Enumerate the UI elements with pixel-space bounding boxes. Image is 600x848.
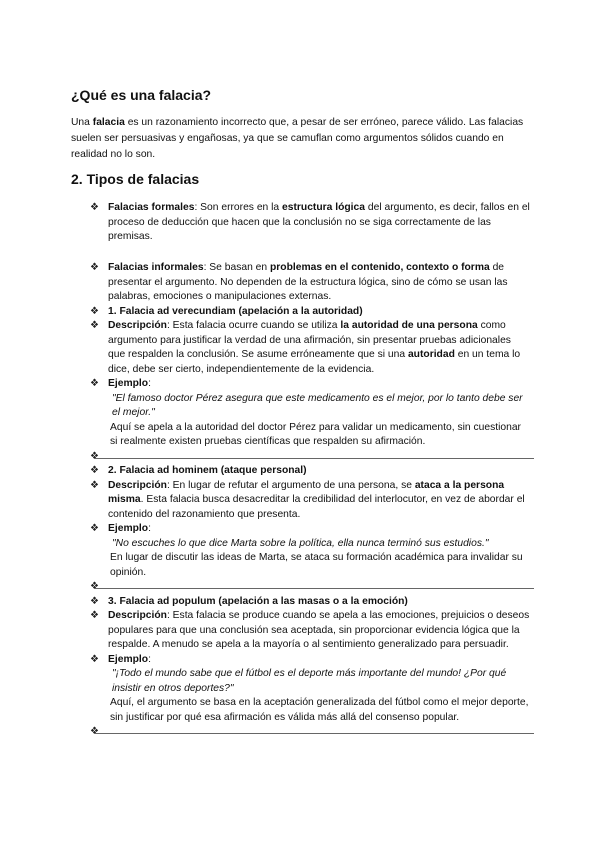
list-formales xyxy=(90,201,530,245)
diamond-bullet-icon: ❖ xyxy=(90,202,99,213)
list-item-f2-title xyxy=(90,464,530,479)
f1-desc-bold-2: autoridad xyxy=(407,349,455,360)
f2-example-label: Ejemplo xyxy=(108,523,149,534)
list-item-divider xyxy=(90,450,530,465)
f1-example-colon: : xyxy=(148,378,151,389)
f2-example-colon: : xyxy=(148,523,151,534)
list-item-f1-example xyxy=(90,377,530,450)
diamond-bullet-icon: ❖ xyxy=(90,320,99,331)
f1-desc-text-3: en un tema lo dice, debe ser cierto, independientemente de la evidencia. xyxy=(108,349,521,375)
list-item-f1-description xyxy=(90,319,530,377)
informales-text-2: de presentar el argumento. No dependen de la estructura lógica, sino de cómo se usan las palabras, emociones o manipulaciones externas. xyxy=(108,262,508,302)
list-item-f3-description xyxy=(90,609,530,653)
list-item-f1-title xyxy=(90,305,530,320)
list-item-divider xyxy=(90,580,530,595)
list-item-f3-example xyxy=(90,653,530,726)
f2-example-explanation: En lugar de discutir las ideas de Marta, se ataca su formación académica para invalidar su opinión. xyxy=(110,552,523,578)
horizontal-rule xyxy=(94,588,534,589)
diamond-bullet-icon: ❖ xyxy=(90,653,99,665)
f1-desc-text-1: : Esta falacia ocurre cuando se utiliza xyxy=(166,320,341,331)
list-item-formales xyxy=(90,201,530,245)
formales-term: Falacias formales xyxy=(108,202,195,213)
intro-text-2: es un razonamiento incorrecto que, a pesar de ser erróneo, parece válido. Las falacias suelen ser persuasivas y engañosas, ya que se camuflan como argumentos sólidos cuando en realidad no lo son. xyxy=(71,117,524,160)
f3-example-label: Ejemplo xyxy=(108,653,149,665)
f3-desc-text-1: : Esta falacia se produce cuando se apela a las emociones, prejuicios o deseos populares para que una conclusión sea aceptada, sin proporcionar evidencia lógica que la respalde. A menudo se apela a la mayoría o al sentimiento generalizado para persuadir. xyxy=(108,610,530,650)
f1-desc-text-2: como argumento para justificar la verdad de una afirmación, sin presentar pruebas adicionales que respalden la conclusión. Se asume erróneamente que si una xyxy=(108,320,511,360)
f1-title: 1. Falacia ad verecundiam (apelación a la autoridad) xyxy=(108,305,363,317)
list-item-divider xyxy=(90,725,530,740)
diamond-bullet-icon: ❖ xyxy=(90,581,99,592)
f3-example-quote: "¡Todo el mundo sabe que el fútbol es el deporte más importante del mundo! ¿Por qué insistir en otros deportes?" xyxy=(112,668,507,694)
diamond-bullet-icon: ❖ xyxy=(90,726,99,737)
f3-example-explanation: Aquí, el argumento se basa en la aceptación generalizada del fútbol como el mejor deporte, sin justificar por qué esa afirmación es válida más allá del consenso popular. xyxy=(110,697,529,723)
informales-term: Falacias informales xyxy=(108,262,204,273)
list-item-informales xyxy=(90,261,530,305)
intro-text-1: Una xyxy=(71,117,93,128)
f1-desc-bold-1: la autoridad de una persona xyxy=(340,320,478,331)
formales-bold: estructura lógica xyxy=(282,202,365,213)
list-item-f3-title xyxy=(90,595,530,610)
heading-types-of-fallacies: 2. Tipos de falacias xyxy=(71,171,200,187)
diamond-bullet-icon: ❖ xyxy=(90,378,99,389)
f3-title: 3. Falacia ad populum (apelación a las masas o a la emoción) xyxy=(108,595,408,607)
diamond-bullet-icon: ❖ xyxy=(90,262,99,273)
f1-example-explanation: Aquí se apela a la autoridad del doctor Pérez para validar un medicamento, sin cuestionar si realmente existen pruebas científicas que respalden su afirmación. xyxy=(110,421,521,447)
f2-desc-label: Descripción xyxy=(108,479,167,491)
f1-desc-label: Descripción xyxy=(108,320,167,331)
diamond-bullet-icon: ❖ xyxy=(90,595,99,607)
intro-bold-term: falacia xyxy=(92,117,125,128)
horizontal-rule xyxy=(94,733,534,734)
diamond-bullet-icon: ❖ xyxy=(90,450,99,462)
list-item-f2-example xyxy=(90,522,530,580)
informales-text-1: : Se basan en xyxy=(203,262,270,273)
diamond-bullet-icon: ❖ xyxy=(90,479,99,491)
informales-bold: problemas en el contenido, contexto o forma xyxy=(270,262,490,273)
f2-desc-text-2: . Esta falacia busca desacreditar la credibilidad del interlocutor, en vez de abordar el contenido del razonamiento que presenta. xyxy=(108,494,525,520)
f2-desc-bold-1: ataca a la persona misma xyxy=(108,479,505,505)
f2-desc-text-1: : En lugar de refutar el argumento de una persona, se xyxy=(166,479,415,491)
diamond-bullet-icon: ❖ xyxy=(90,465,99,476)
f2-title: 2. Falacia ad hominem (ataque personal) xyxy=(108,465,307,476)
diamond-bullet-icon: ❖ xyxy=(90,305,99,317)
intro-paragraph xyxy=(71,115,531,163)
formales-text-2: del argumento, es decir, fallos en el proceso de deducción que hacen que la conclusión no se siga correctamente de las premisas. xyxy=(108,202,530,242)
f2-example-quote: "No escuches lo que dice Marta sobre la política, ella nunca terminó sus estudios." xyxy=(112,537,489,549)
list-item-f2-description xyxy=(90,479,530,523)
f1-example-label: Ejemplo xyxy=(108,378,149,389)
f1-example-quote: "El famoso doctor Pérez asegura que este medicamento es el mejor, por lo tanto debe ser el mejor." xyxy=(112,392,523,418)
f3-example-colon: : xyxy=(148,653,151,665)
formales-text-1: : Son errores en la xyxy=(194,202,283,213)
horizontal-rule xyxy=(94,458,534,459)
list-informales xyxy=(90,261,530,740)
diamond-bullet-icon: ❖ xyxy=(90,523,99,534)
diamond-bullet-icon: ❖ xyxy=(90,610,99,621)
heading-what-is-fallacy: ¿Qué es una falacia? xyxy=(71,87,212,103)
f3-desc-label: Descripción xyxy=(108,610,167,621)
